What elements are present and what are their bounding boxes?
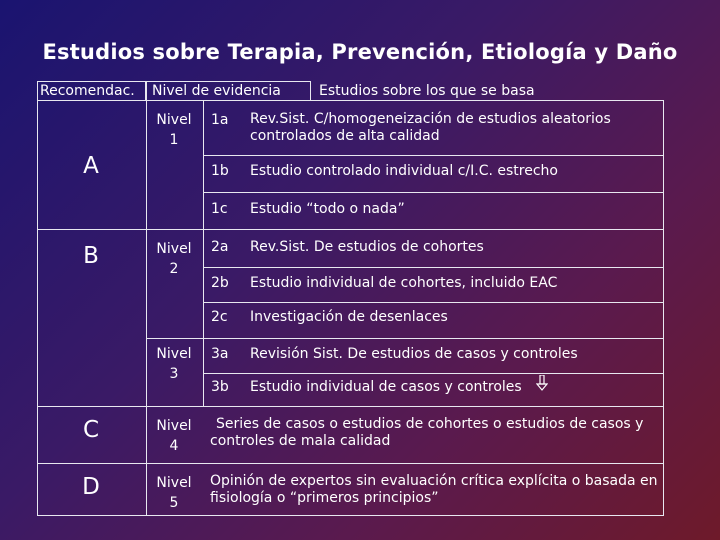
level-3 [149, 344, 199, 384]
level-label: Nivel [156, 475, 192, 491]
row-study: Estudio individual de cohortes, incluido EAC [250, 275, 558, 291]
level-label: Nivel [156, 346, 192, 362]
divider [146, 100, 147, 516]
row-code: 2b [211, 275, 229, 291]
grade-b: B [83, 243, 99, 269]
level-number: 4 [169, 438, 179, 454]
row-study: Series de casos o estudios de cohortes o estudios de casos y controles de mala calidad [210, 416, 644, 449]
page-title: Estudios sobre Terapia, Prevención, Etiología y Daño [42, 40, 678, 64]
divider [203, 192, 664, 193]
divider [203, 373, 664, 374]
down-arrow-icon [536, 375, 548, 395]
divider [203, 302, 664, 303]
level-label: Nivel [156, 241, 192, 257]
level-5 [149, 473, 199, 513]
level-1 [149, 110, 199, 150]
divider [146, 229, 664, 230]
divider [37, 229, 147, 230]
grade-d: D [82, 474, 100, 500]
level-label: Nivel [156, 112, 192, 128]
level-label: Nivel [156, 418, 192, 434]
divider [146, 338, 664, 339]
row-study: Revisión Sist. De estudios de casos y controles [250, 346, 578, 362]
row-code: 2c [211, 309, 228, 325]
row-study: Rev.Sist. C/homogeneización de estudios aleatorios controlados de alta calidad [250, 111, 611, 144]
row-study: Rev.Sist. De estudios de cohortes [250, 239, 484, 255]
level-4 [149, 416, 199, 456]
row-study: Estudio controlado individual c/I.C. estrecho [250, 163, 558, 179]
grade-a: A [83, 153, 99, 179]
row-study: Estudio “todo o nada” [250, 201, 405, 217]
row-code: 2a [211, 239, 229, 255]
row-code: 1c [211, 201, 228, 217]
row-code: 3a [211, 346, 229, 362]
row-study: Investigación de desenlaces [250, 309, 448, 325]
row-study: Estudio individual de casos y controles [250, 379, 522, 395]
row-code: 1b [211, 163, 229, 179]
header-recomendacion: Recomendac. [40, 83, 135, 99]
level-number: 5 [169, 495, 179, 511]
divider [203, 267, 664, 268]
row-code: 3b [211, 379, 229, 395]
level-2 [149, 239, 199, 279]
level-number: 3 [169, 366, 179, 382]
level-number: 1 [169, 132, 179, 148]
grade-c: C [82, 417, 100, 443]
divider [37, 406, 664, 407]
divider [203, 100, 204, 406]
row-code: 1a [211, 112, 229, 128]
level-number: 2 [169, 261, 179, 277]
header-estudios: Estudios sobre los que se basa [319, 83, 535, 99]
divider [37, 463, 664, 464]
row-study: Opinión de expertos sin evaluación crítica explícita o basada en fisiología o “primeros principios” [210, 473, 658, 506]
header-nivel: Nivel de evidencia [152, 83, 281, 99]
divider [203, 155, 664, 156]
